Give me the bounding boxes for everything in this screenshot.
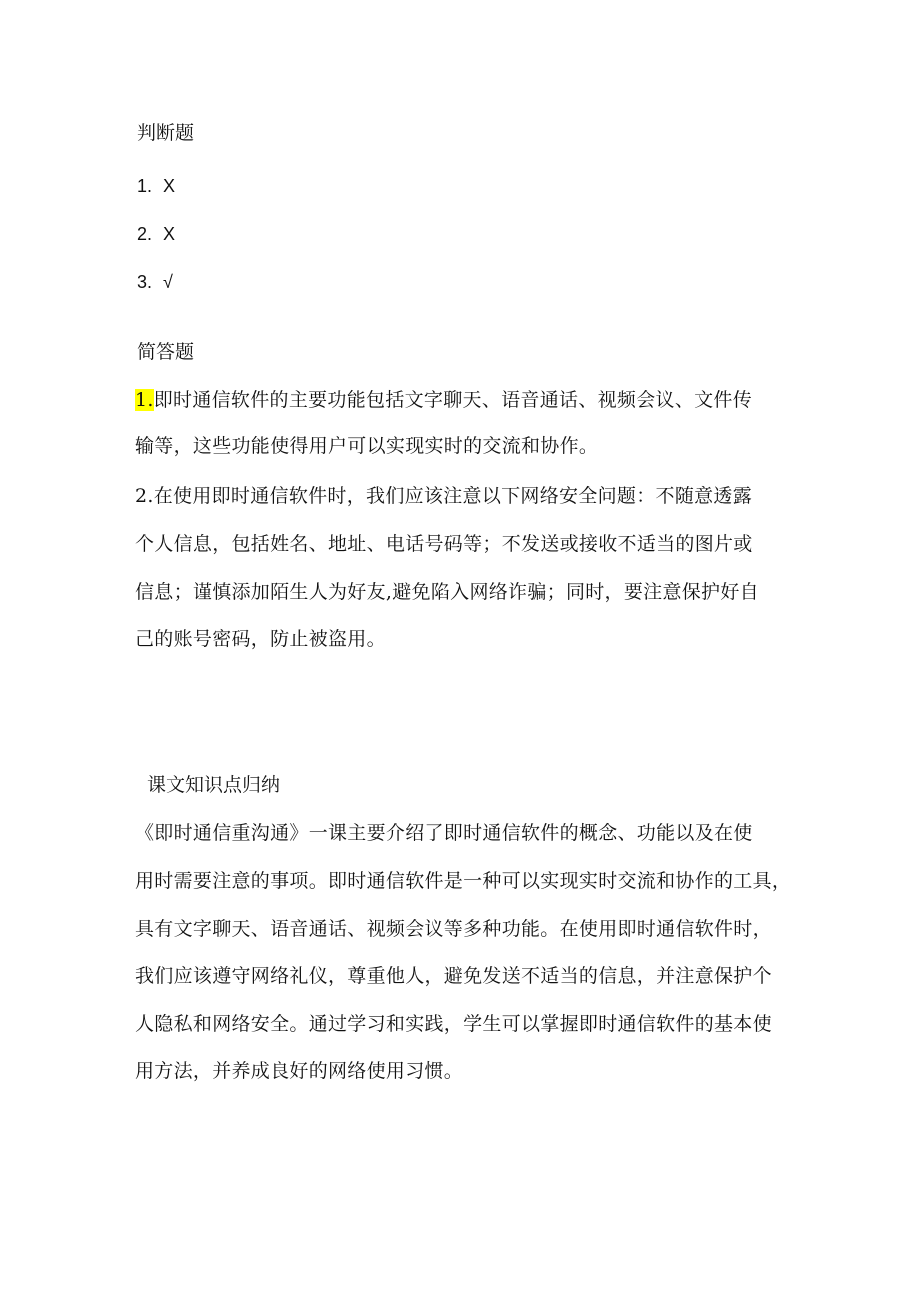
judgement-item-number: 3. [137,272,153,292]
highlighted-number: 1. [135,389,154,411]
summary-line-6: 用方法，并养成良好的网络使用习惯。 [135,1060,464,1082]
summary-line-5: 人隐私和网络安全。通过学习和实践，学生可以掌握即时通信软件的基本使 [135,1013,772,1035]
judgement-item-answer: X [163,224,176,244]
summary-line-2: 用时需要注意的事项。即时通信软件是一种可以实现实时交流和协作的工具， [135,870,792,892]
short-answer-1-line-2: 输等，这些功能使得用户可以实现实时的交流和协作。 [135,435,599,457]
short-answer-1-line-1 [135,387,752,413]
judgement-item-answer: X [163,176,176,196]
summary-line-3: 具有文字聊天、语音通话、视频会议等多种功能。在使用即时通信软件时， [135,918,772,940]
summary-line-4: 我们应该遵守网络礼仪，尊重他人，避免发送不适当的信息，并注意保护个 [135,965,772,987]
judgement-item-answer: √ [163,272,173,292]
short-answer-2-line-1: 2.在使用即时通信软件时，我们应该注意以下网络安全问题：不随意透露 [135,485,753,507]
judgement-item-number: 2. [137,224,153,244]
short-answer-heading: 简答题 [137,341,195,363]
short-answer-2-line-4: 己的账号密码，防止被盗用。 [135,628,386,650]
judgement-heading: 判断题 [137,122,195,144]
judgement-item-1 [137,174,175,199]
summary-heading: 课文知识点归纳 [147,774,281,796]
judgement-item-number: 1. [137,176,153,196]
short-answer-2-line-3: 信息；谨慎添加陌生人为好友,避免陷入网络诈骗；同时，要注意保护好自 [135,581,759,603]
judgement-item-2 [137,222,175,247]
summary-line-1: 《即时通信重沟通》一课主要介绍了即时通信软件的概念、功能以及在使 [135,822,753,844]
short-answer-2-line-2: 个人信息，包括姓名、地址、电话号码等；不发送或接收不适当的图片或 [135,533,753,555]
answer-text: 即时通信软件的主要功能包括文字聊天、语音通话、视频会议、文件传 [153,389,753,411]
judgement-item-3 [137,270,173,295]
